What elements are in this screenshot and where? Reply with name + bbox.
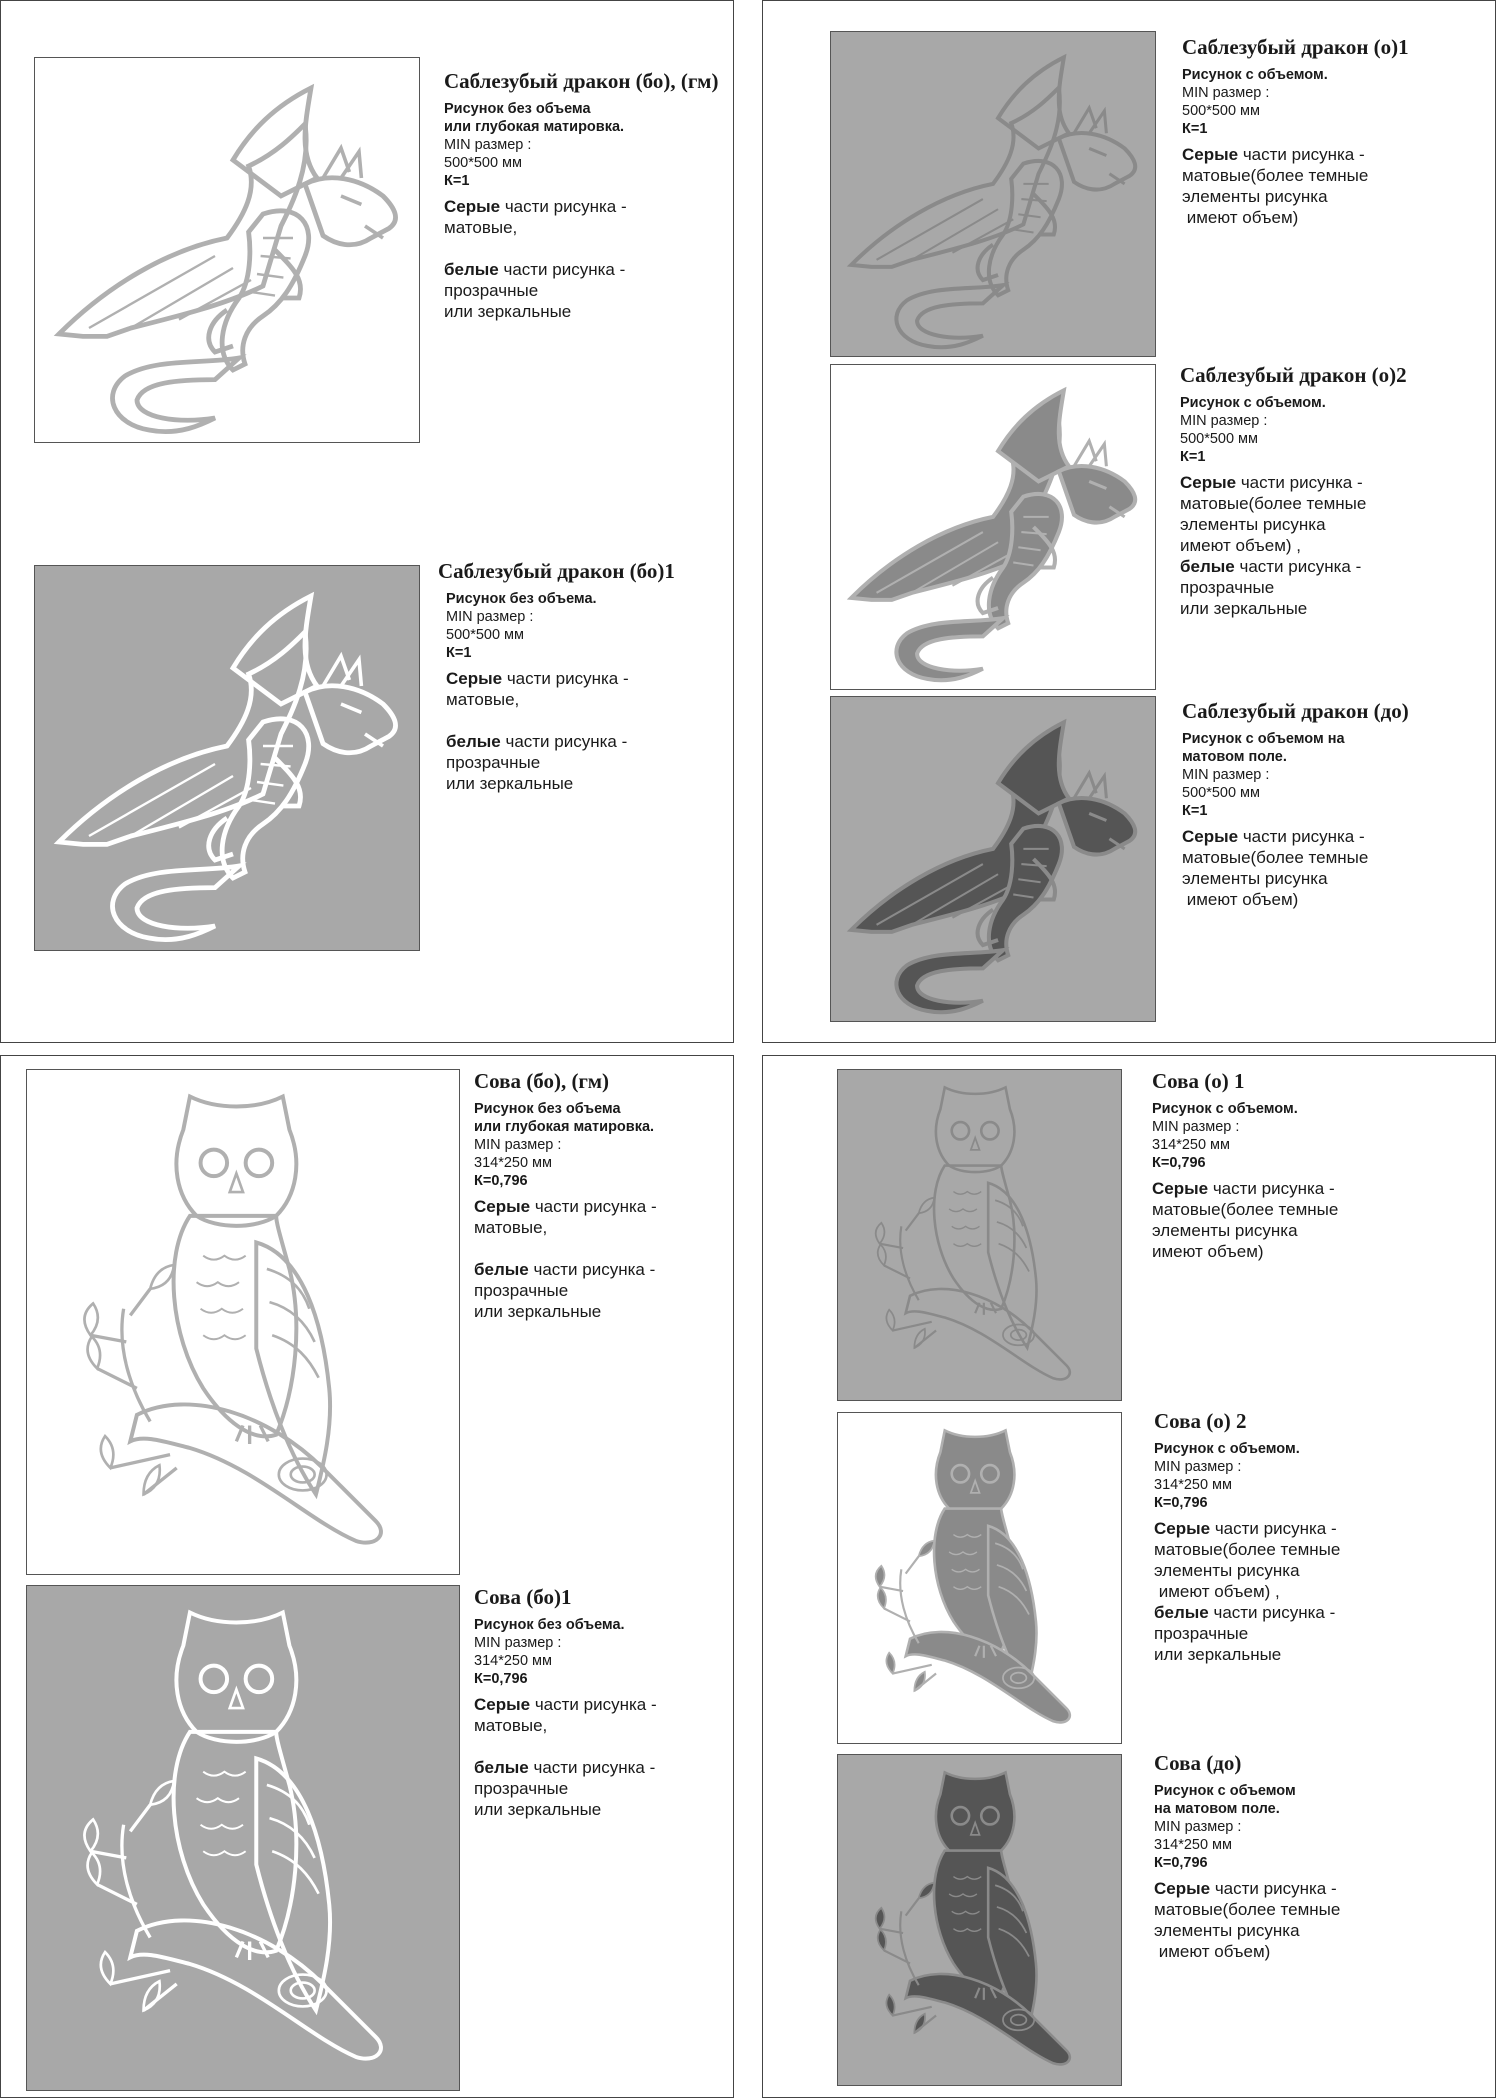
white-parts-line: прозрачные	[474, 1779, 569, 1798]
dragon-illustration	[831, 32, 1155, 356]
coefficient: К=1	[1182, 803, 1208, 819]
min-size-label: MIN размер :	[446, 609, 534, 625]
title: Сова (до)	[1154, 1751, 1242, 1775]
owl-illustration	[838, 1755, 1121, 2085]
desc-owl-do	[1154, 1750, 1484, 1962]
min-size-value: 314*250 мм	[474, 1653, 552, 1669]
gray-parts-line: имеют объем)	[1154, 1942, 1271, 1961]
min-size-label: MIN размер :	[1182, 85, 1270, 101]
coefficient: К=0,796	[474, 1173, 528, 1189]
white-parts-line: или зеркальные	[1180, 599, 1308, 618]
min-size-label: MIN размер :	[1152, 1119, 1240, 1135]
gray-parts-line: элементы рисунка	[1182, 187, 1328, 206]
title: Саблезубый дракон (о)2	[1180, 363, 1407, 387]
gray-parts-line: Серые части рисунка -	[1182, 145, 1365, 164]
gray-parts-line: матовые(более темные	[1154, 1900, 1341, 1919]
white-parts-line: прозрачные	[1180, 578, 1275, 597]
white-parts-line: или зеркальные	[474, 1800, 602, 1819]
gray-parts-line: матовые,	[446, 690, 520, 709]
white-parts-line: прозрачные	[444, 281, 539, 300]
owl-o2-image	[837, 1412, 1122, 1744]
min-size-label: MIN размер :	[444, 137, 532, 153]
owl-illustration	[27, 1586, 459, 2090]
dragon-illustration	[831, 697, 1155, 1021]
subtitle-line: Рисунок без объема.	[474, 1617, 625, 1633]
owl-do-image	[837, 1754, 1122, 2086]
desc-owl-bo-gm	[474, 1068, 734, 1322]
title: Сова (бо), (гм)	[474, 1069, 609, 1093]
subtitle-line: Рисунок без объема	[474, 1101, 621, 1117]
owl-o1-image	[837, 1069, 1122, 1401]
coefficient: К=1	[1182, 121, 1208, 137]
gray-parts-line: элементы рисунка	[1152, 1221, 1298, 1240]
desc-owl-o2	[1154, 1408, 1484, 1665]
subtitle-line: Рисунок с объемом на	[1182, 731, 1345, 747]
gray-parts-line: имеют объем)	[1182, 890, 1299, 909]
subtitle-line: Рисунок без объема	[444, 101, 591, 117]
gray-parts-line: Серые части рисунка -	[1180, 473, 1363, 492]
title: Сова (о) 2	[1154, 1409, 1247, 1433]
min-size-value: 314*250 мм	[1154, 1477, 1232, 1493]
min-size-value: 314*250 мм	[474, 1155, 552, 1171]
coefficient: К=1	[446, 645, 472, 661]
min-size-value: 500*500 мм	[446, 627, 524, 643]
min-size-value: 314*250 мм	[1152, 1137, 1230, 1153]
title: Сова (о) 1	[1152, 1069, 1245, 1093]
desc-dragon-o2	[1180, 362, 1490, 619]
subtitle-line: Рисунок с объемом.	[1152, 1101, 1298, 1117]
gray-parts-line: матовые,	[444, 218, 518, 237]
min-size-value: 500*500 мм	[1182, 103, 1260, 119]
gray-parts-line: имеют объем) ,	[1180, 536, 1302, 555]
min-size-label: MIN размер :	[1180, 413, 1268, 429]
gray-parts-line: матовые,	[474, 1716, 548, 1735]
gray-parts-line: элементы рисунка	[1182, 869, 1328, 888]
owl-illustration	[27, 1070, 459, 1574]
min-size-value: 500*500 мм	[1182, 785, 1260, 801]
desc-dragon-bo-gm	[444, 68, 734, 322]
gray-parts-line: элементы рисунка	[1154, 1921, 1300, 1940]
min-size-value: 500*500 мм	[1180, 431, 1258, 447]
gray-parts-line: Серые части рисунка -	[1154, 1879, 1337, 1898]
gray-parts-line: элементы рисунка	[1154, 1561, 1300, 1580]
coefficient: К=0,796	[1152, 1155, 1206, 1171]
subtitle-line: на матовом поле.	[1154, 1801, 1280, 1817]
gray-parts-line: Серые части рисунка -	[446, 669, 629, 688]
owl-image-matte-field	[26, 1585, 460, 2091]
coefficient: К=0,796	[1154, 1855, 1208, 1871]
gray-parts-line: матовые,	[474, 1218, 548, 1237]
gray-parts-line: имеют объем)	[1182, 208, 1299, 227]
subtitle-line: или глубокая матировка.	[444, 119, 625, 135]
white-parts-line: белые части рисунка -	[444, 260, 626, 279]
coefficient: К=0,796	[474, 1671, 528, 1687]
white-parts-line: или зеркальные	[474, 1302, 602, 1321]
desc-dragon-do	[1182, 698, 1482, 910]
gray-parts-line: Серые части рисунка -	[1152, 1179, 1335, 1198]
desc-owl-bo1	[474, 1584, 734, 1820]
subtitle-line: Рисунок с объемом.	[1180, 395, 1326, 411]
dragon-image-matte-field	[34, 565, 420, 951]
min-size-value: 314*250 мм	[1154, 1837, 1232, 1853]
white-parts-line: белые части рисунка -	[474, 1260, 656, 1279]
desc-dragon-o1	[1182, 34, 1482, 228]
subtitle-line: Рисунок с объемом.	[1154, 1441, 1300, 1457]
white-parts-line: или зеркальные	[1154, 1645, 1282, 1664]
min-size-label: MIN размер :	[474, 1635, 562, 1651]
gray-parts-line: Серые части рисунка -	[1154, 1519, 1337, 1538]
dragon-illustration	[35, 566, 419, 950]
white-parts-line: белые части рисунка -	[1154, 1603, 1336, 1622]
subtitle-line: Рисунок без объема.	[446, 591, 597, 607]
min-size-value: 500*500 мм	[444, 155, 522, 171]
title: Саблезубый дракон (бо), (гм)	[444, 69, 719, 93]
gray-parts-line: матовые(более темные	[1182, 848, 1369, 867]
min-size-label: MIN размер :	[1154, 1819, 1242, 1835]
owl-illustration	[838, 1070, 1121, 1400]
owl-image-clear	[26, 1069, 460, 1575]
title: Саблезубый дракон (о)1	[1182, 35, 1409, 59]
title: Саблезубый дракон (до)	[1182, 699, 1409, 723]
dragon-illustration	[35, 58, 419, 442]
gray-parts-line: матовые(более темные	[1180, 494, 1367, 513]
title: Сова (бо)1	[474, 1585, 572, 1609]
white-parts-line: прозрачные	[446, 753, 541, 772]
gray-parts-line: матовые(более темные	[1154, 1540, 1341, 1559]
subtitle-line: Рисунок с объемом.	[1182, 67, 1328, 83]
dragon-o1-image	[830, 31, 1156, 357]
title: Саблезубый дракон (бо)1	[438, 559, 675, 583]
white-parts-line: прозрачные	[1154, 1624, 1249, 1643]
desc-owl-o1	[1152, 1068, 1482, 1262]
gray-parts-line: элементы рисунка	[1180, 515, 1326, 534]
gray-parts-line: Серые части рисунка -	[474, 1197, 657, 1216]
white-parts-line: белые части рисунка -	[446, 732, 628, 751]
gray-parts-line: Серые части рисунка -	[474, 1695, 657, 1714]
gray-parts-line: Серые части рисунка -	[1182, 827, 1365, 846]
gray-parts-line: матовые(более темные	[1182, 166, 1369, 185]
coefficient: К=1	[1180, 449, 1206, 465]
dragon-image-clear	[34, 57, 420, 443]
subtitle-line: Рисунок с объемом	[1154, 1783, 1296, 1799]
min-size-label: MIN размер :	[1154, 1459, 1242, 1475]
white-parts-line: или зеркальные	[446, 774, 574, 793]
dragon-o2-image	[830, 364, 1156, 690]
gray-parts-line: имеют объем)	[1152, 1242, 1264, 1261]
gray-parts-line: матовые(более темные	[1152, 1200, 1339, 1219]
dragon-do-image	[830, 696, 1156, 1022]
gray-parts-line: имеют объем) ,	[1154, 1582, 1280, 1601]
dragon-illustration	[831, 365, 1155, 689]
coefficient: К=1	[444, 173, 470, 189]
white-parts-line: прозрачные	[474, 1281, 569, 1300]
desc-dragon-bo1	[438, 558, 734, 794]
owl-illustration	[838, 1413, 1121, 1743]
white-parts-line: белые части рисунка -	[1180, 557, 1362, 576]
subtitle-line: матовом поле.	[1182, 749, 1287, 765]
min-size-label: MIN размер :	[474, 1137, 562, 1153]
gray-parts-line: Серые части рисунка -	[444, 197, 627, 216]
white-parts-line: или зеркальные	[444, 302, 572, 321]
subtitle-line: или глубокая матировка.	[474, 1119, 655, 1135]
white-parts-line: белые части рисунка -	[474, 1758, 656, 1777]
coefficient: К=0,796	[1154, 1495, 1208, 1511]
min-size-label: MIN размер :	[1182, 767, 1270, 783]
